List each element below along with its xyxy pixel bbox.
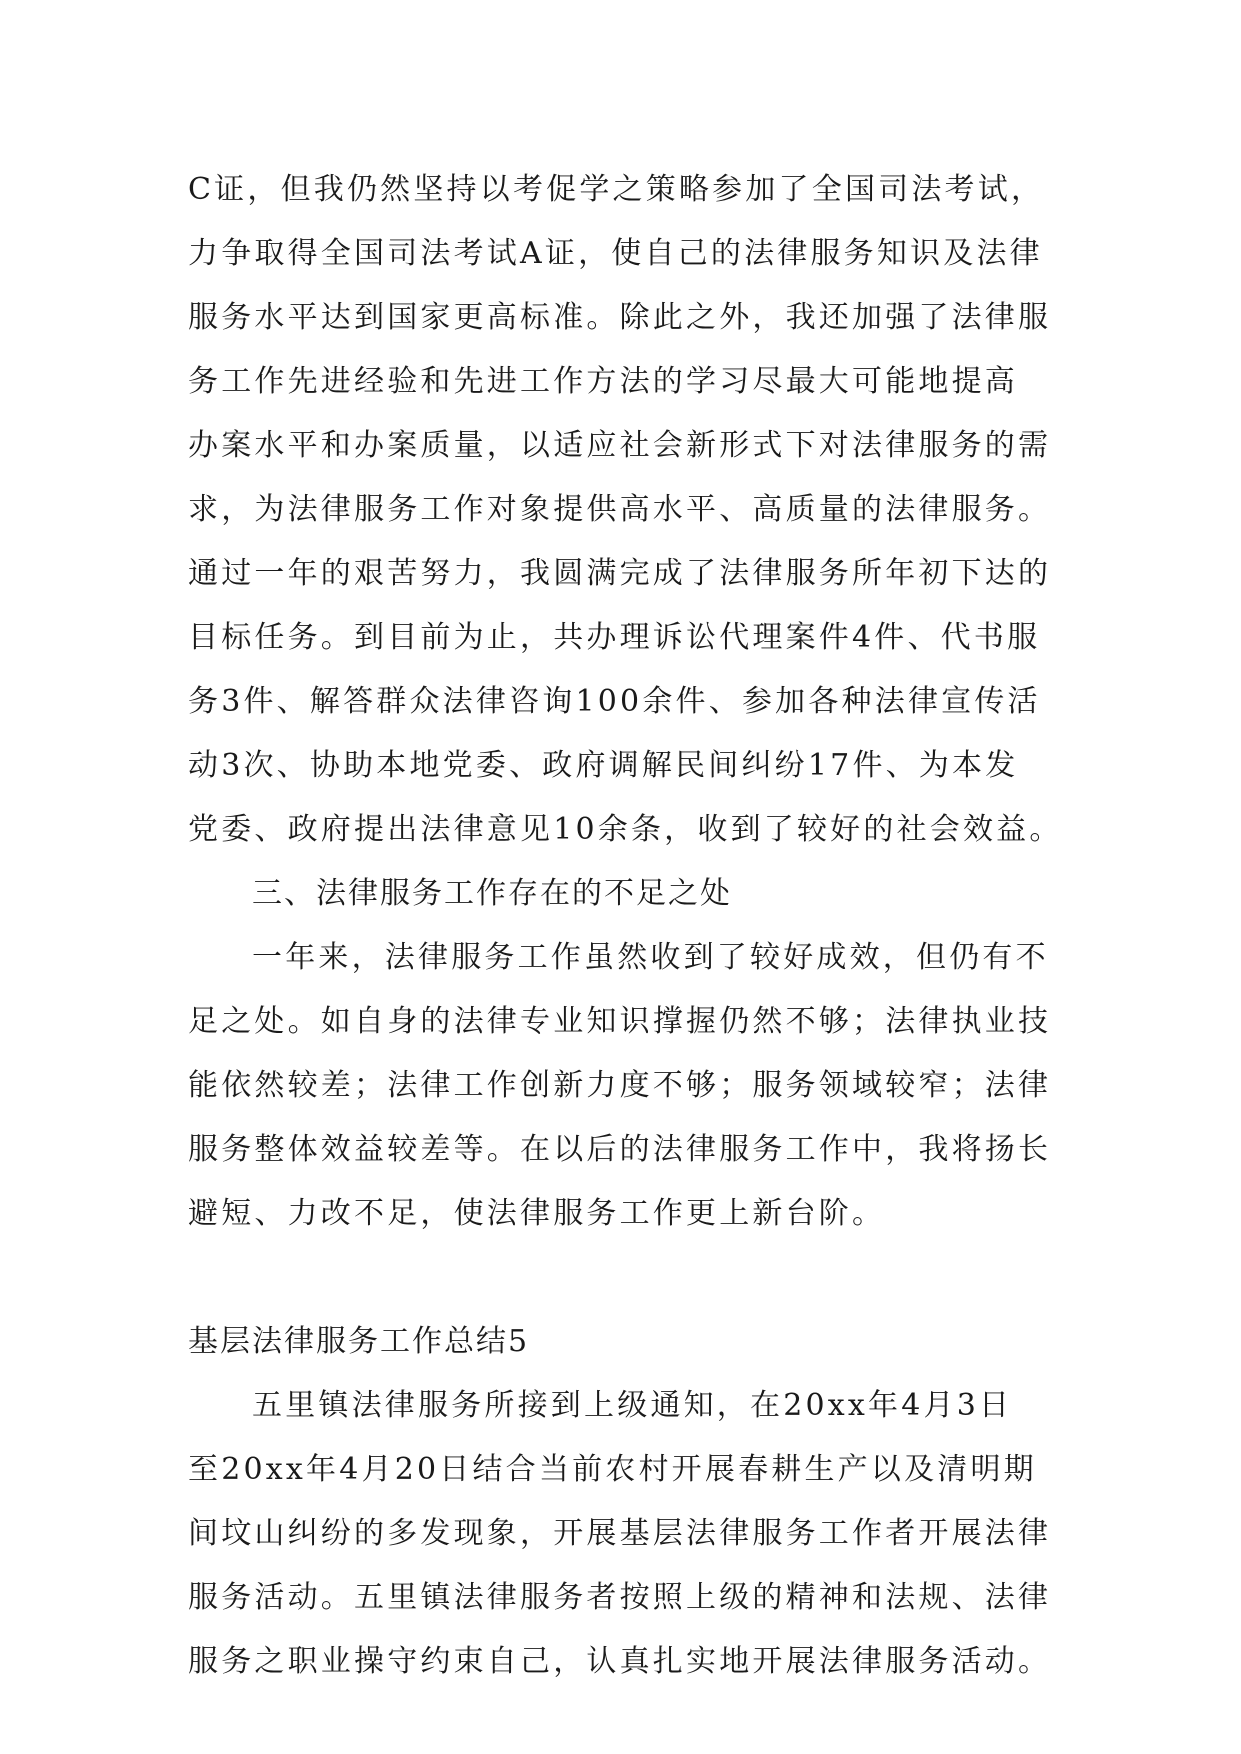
section-heading: 三、法律服务工作存在的不足之处 — [252, 876, 732, 911]
text-line: 能依然较差；法律工作创新力度不够；服务领域较窄；法律 — [188, 1068, 1052, 1103]
paragraph-continued — [188, 158, 1068, 862]
paragraph-shortcomings — [188, 926, 1068, 1246]
text-line: 务3件、解答群众法律咨询100余件、参加各种法律宣传活 — [188, 684, 1041, 719]
text-line: 服务水平达到国家更高标准。除此之外，我还加强了法律服 — [188, 300, 1052, 335]
text-line: 服务整体效益较差等。在以后的法律服务工作中，我将扬长 — [188, 1132, 1052, 1167]
text-line: 服务活动。五里镇法律服务者按照上级的精神和法规、法律 — [188, 1580, 1052, 1615]
paragraph-gap — [188, 1246, 1068, 1310]
text-line: 足之处。如自身的法律专业知识撑握仍然不够；法律执业技 — [188, 1004, 1052, 1039]
text-line: 党委、政府提出法律意见10余条，收到了较好的社会效益。 — [188, 812, 1063, 847]
text-line: 求，为法律服务工作对象提供高水平、高质量的法律服务。 — [188, 492, 1052, 527]
text-line: 务工作先进经验和先进工作方法的学习尽最大可能地提高 — [188, 364, 1018, 399]
text-line: 避短、力改不足，使法律服务工作更上新台阶。 — [188, 1196, 886, 1231]
document-body — [188, 158, 1068, 1694]
text-line: 目标任务。到目前为止，共办理诉讼代理案件4件、代书服 — [188, 620, 1041, 655]
text-line: 动3次、协助本地党委、政府调解民间纠纷17件、为本发 — [188, 748, 1019, 783]
paragraph-wuli-town — [188, 1374, 1068, 1694]
text-line: 至20xx年4月20日结合当前农村开展春耕生产以及清明期 — [188, 1452, 1037, 1487]
text-line: 间坟山纠纷的多发现象，开展基层法律服务工作者开展法律 — [188, 1516, 1052, 1551]
text-line: 办案水平和办案质量，以适应社会新形式下对法律服务的需 — [188, 428, 1052, 463]
text-line: 力争取得全国司法考试A证，使自己的法律服务知识及法律 — [188, 236, 1043, 271]
text-line: 五里镇法律服务所接到上级通知，在20xx年4月3日 — [252, 1388, 1013, 1423]
text-line: 一年来，法律服务工作虽然收到了较好成效，但仍有不 — [252, 940, 1049, 975]
text-line: 通过一年的艰苦努力，我圆满完成了法律服务所年初下达的 — [188, 556, 1052, 591]
text-line: C证，但我仍然坚持以考促学之策略参加了全国司法考试， — [188, 172, 1045, 207]
article-title: 基层法律服务工作总结5 — [188, 1324, 530, 1359]
text-line: 服务之职业操守约束自己，认真扎实地开展法律服务活动。 — [188, 1644, 1052, 1679]
